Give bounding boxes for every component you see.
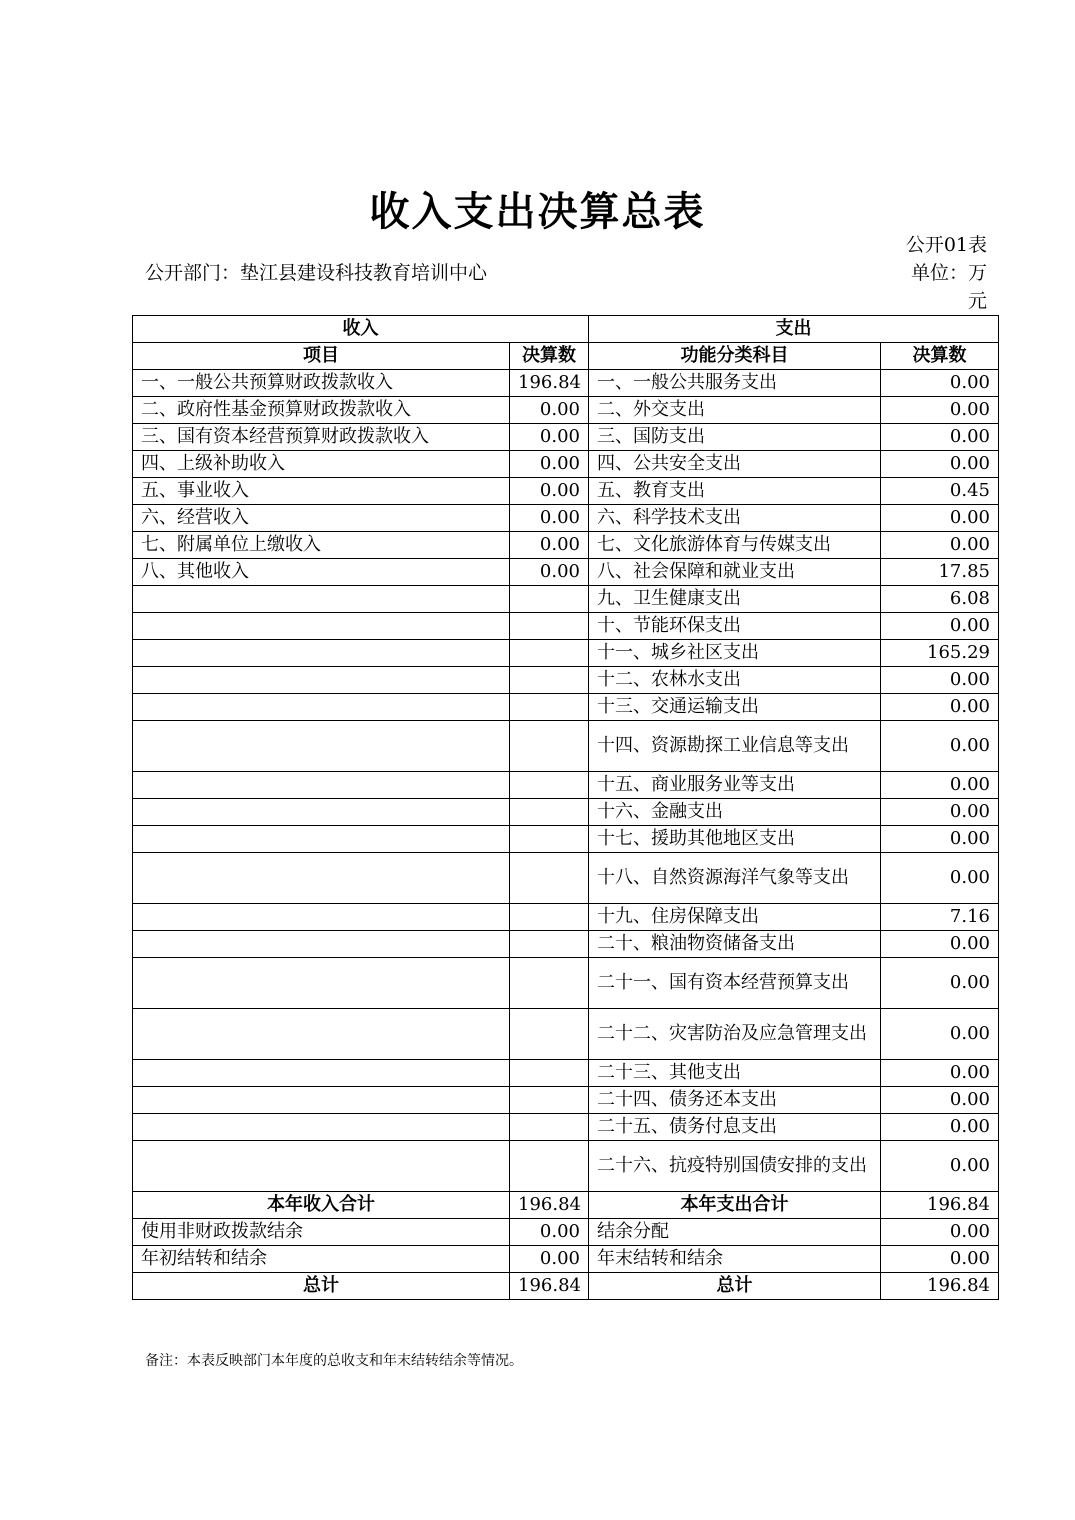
table-row: [133, 1141, 999, 1192]
income-item-cell: [133, 1009, 510, 1060]
income-amount-cell: 0.00: [510, 505, 589, 532]
unit-label: 单位：万元: [910, 262, 987, 312]
table-row: [133, 451, 999, 478]
expense-item-cell: 十五、商业服务业等支出: [589, 772, 881, 799]
expense-amount-cell: 0.00: [881, 958, 999, 1009]
income-item-cell: [133, 694, 510, 721]
grand-total-row: [133, 1273, 999, 1300]
income-amount-cell: [510, 904, 589, 931]
income-total-label: 本年收入合计: [133, 1192, 510, 1219]
income-amount-cell: 196.84: [510, 370, 589, 397]
expense-item-cell: 六、科学技术支出: [589, 505, 881, 532]
expense-item-cell: 十、节能环保支出: [589, 613, 881, 640]
ending-balance-value: 0.00: [881, 1246, 999, 1273]
col-func-header: 功能分类科目: [589, 343, 881, 370]
grand-expense-label: 总计: [589, 1273, 881, 1300]
income-item-cell: [133, 613, 510, 640]
income-item-cell: [133, 931, 510, 958]
table-row: [133, 694, 999, 721]
expense-item-cell: 十九、住房保障支出: [589, 904, 881, 931]
expense-item-cell: 四、公共安全支出: [589, 451, 881, 478]
income-total-value: 196.84: [510, 1192, 589, 1219]
expense-amount-cell: 0.00: [881, 397, 999, 424]
col-item-header: 项目: [133, 343, 510, 370]
beginning-balance-value: 0.00: [510, 1246, 589, 1273]
expense-item-cell: 七、文化旅游体育与传媒支出: [589, 532, 881, 559]
expense-item-cell: 十二、农林水支出: [589, 667, 881, 694]
surplus-distribution-label: 结余分配: [589, 1219, 881, 1246]
income-item-cell: 二、政府性基金预算财政拨款收入: [133, 397, 510, 424]
table-row: [133, 586, 999, 613]
expense-item-cell: 五、教育支出: [589, 478, 881, 505]
expense-amount-cell: 0.00: [881, 931, 999, 958]
table-row: [133, 772, 999, 799]
income-item-cell: [133, 904, 510, 931]
expense-item-cell: 十三、交通运输支出: [589, 694, 881, 721]
income-amount-cell: [510, 586, 589, 613]
expense-item-cell: 十一、城乡社区支出: [589, 640, 881, 667]
income-amount-cell: 0.00: [510, 424, 589, 451]
department-label: 公开部门：垫江县建设科技教育培训中心: [145, 262, 488, 284]
table-row: [133, 397, 999, 424]
income-amount-cell: [510, 772, 589, 799]
expense-amount-cell: 0.00: [881, 613, 999, 640]
table-row: [133, 478, 999, 505]
table-row: [133, 721, 999, 772]
income-item-cell: [133, 667, 510, 694]
income-amount-cell: [510, 613, 589, 640]
expense-amount-cell: 0.00: [881, 451, 999, 478]
col-expense-amount-header: 决算数: [881, 343, 999, 370]
expense-amount-cell: 7.16: [881, 904, 999, 931]
income-amount-cell: [510, 958, 589, 1009]
table-row: [133, 370, 999, 397]
table-row: [133, 1114, 999, 1141]
income-item-cell: [133, 772, 510, 799]
income-amount-cell: 0.00: [510, 559, 589, 586]
income-amount-cell: [510, 931, 589, 958]
expense-item-cell: 八、社会保障和就业支出: [589, 559, 881, 586]
income-amount-cell: [510, 694, 589, 721]
income-amount-cell: 0.00: [510, 397, 589, 424]
beginning-balance-label: 年初结转和结余: [133, 1246, 510, 1273]
non-fiscal-balance-label: 使用非财政拨款结余: [133, 1219, 510, 1246]
income-item-cell: 一、一般公共预算财政拨款收入: [133, 370, 510, 397]
expense-item-cell: 二十一、国有资本经营预算支出: [589, 958, 881, 1009]
income-amount-cell: [510, 1009, 589, 1060]
income-item-cell: [133, 1087, 510, 1114]
income-amount-cell: [510, 1114, 589, 1141]
table-row: [133, 1087, 999, 1114]
table-row: [133, 640, 999, 667]
expense-item-cell: 一、一般公共服务支出: [589, 370, 881, 397]
expense-item-cell: 二十四、债务还本支出: [589, 1087, 881, 1114]
income-item-cell: 八、其他收入: [133, 559, 510, 586]
expense-item-cell: 二、外交支出: [589, 397, 881, 424]
expense-total-label: 本年支出合计: [589, 1192, 881, 1219]
income-amount-cell: [510, 799, 589, 826]
income-item-cell: 五、事业收入: [133, 478, 510, 505]
table-row: [133, 613, 999, 640]
expense-item-cell: 三、国防支出: [589, 424, 881, 451]
income-item-cell: 四、上级补助收入: [133, 451, 510, 478]
expense-amount-cell: 0.45: [881, 478, 999, 505]
expense-amount-cell: 0.00: [881, 1141, 999, 1192]
expense-item-cell: 九、卫生健康支出: [589, 586, 881, 613]
income-item-cell: 七、附属单位上缴收入: [133, 532, 510, 559]
non-fiscal-balance-value: 0.00: [510, 1219, 589, 1246]
income-item-cell: [133, 958, 510, 1009]
income-amount-cell: [510, 1060, 589, 1087]
income-amount-cell: [510, 1141, 589, 1192]
income-amount-cell: [510, 721, 589, 772]
table-row: [133, 424, 999, 451]
income-item-cell: [133, 586, 510, 613]
grand-expense-value: 196.84: [881, 1273, 999, 1300]
income-item-cell: [133, 853, 510, 904]
expense-amount-cell: 0.00: [881, 799, 999, 826]
expense-amount-cell: 0.00: [881, 505, 999, 532]
income-item-cell: [133, 640, 510, 667]
expense-item-cell: 二十三、其他支出: [589, 1060, 881, 1087]
income-item-cell: [133, 1114, 510, 1141]
expense-amount-cell: 0.00: [881, 370, 999, 397]
income-item-cell: [133, 826, 510, 853]
income-amount-cell: [510, 826, 589, 853]
expense-amount-cell: 0.00: [881, 694, 999, 721]
col-income-amount-header: 决算数: [510, 343, 589, 370]
income-amount-cell: [510, 1087, 589, 1114]
footnote: 备注：本表反映部门本年度的总收支和年末结转结余等情况。: [145, 1353, 523, 1369]
expense-amount-cell: 6.08: [881, 586, 999, 613]
surplus-distribution-value: 0.00: [881, 1219, 999, 1246]
table-row: [133, 532, 999, 559]
expense-amount-cell: 0.00: [881, 772, 999, 799]
income-group-header: 收入: [133, 316, 589, 343]
income-item-cell: 六、经营收入: [133, 505, 510, 532]
expense-item-cell: 十七、援助其他地区支出: [589, 826, 881, 853]
expense-item-cell: 二十二、灾害防治及应急管理支出: [589, 1009, 881, 1060]
expense-item-cell: 十六、金融支出: [589, 799, 881, 826]
table-row: [133, 931, 999, 958]
table-row: [133, 826, 999, 853]
page-title: 收入支出决算总表: [369, 189, 706, 235]
income-item-cell: 三、国有资本经营预算财政拨款收入: [133, 424, 510, 451]
income-item-cell: [133, 1141, 510, 1192]
expense-amount-cell: 0.00: [881, 424, 999, 451]
expense-amount-cell: 0.00: [881, 853, 999, 904]
table-row: [133, 799, 999, 826]
income-amount-cell: [510, 640, 589, 667]
table-row: [133, 505, 999, 532]
expense-amount-cell: 0.00: [881, 1114, 999, 1141]
grand-income-value: 196.84: [510, 1273, 589, 1300]
table-row: [133, 559, 999, 586]
expense-item-cell: 二十、粮油物资储备支出: [589, 931, 881, 958]
expense-total-value: 196.84: [881, 1192, 999, 1219]
income-item-cell: [133, 721, 510, 772]
table-row: [133, 958, 999, 1009]
income-amount-cell: 0.00: [510, 532, 589, 559]
table-row: [133, 853, 999, 904]
expense-amount-cell: 17.85: [881, 559, 999, 586]
expense-group-header: 支出: [589, 316, 999, 343]
expense-amount-cell: 0.00: [881, 721, 999, 772]
expense-amount-cell: 165.29: [881, 640, 999, 667]
income-amount-cell: [510, 667, 589, 694]
expense-amount-cell: 0.00: [881, 1060, 999, 1087]
expense-item-cell: 二十五、债务付息支出: [589, 1114, 881, 1141]
income-amount-cell: 0.00: [510, 478, 589, 505]
form-number: 公开01表: [905, 234, 987, 256]
expense-item-cell: 十八、自然资源海洋气象等支出: [589, 853, 881, 904]
income-item-cell: [133, 799, 510, 826]
expense-amount-cell: 0.00: [881, 826, 999, 853]
expense-amount-cell: 0.00: [881, 1009, 999, 1060]
expense-amount-cell: 0.00: [881, 667, 999, 694]
income-amount-cell: 0.00: [510, 451, 589, 478]
expense-item-cell: 十四、资源勘探工业信息等支出: [589, 721, 881, 772]
income-item-cell: [133, 1060, 510, 1087]
table-row: [133, 1219, 999, 1246]
income-expense-table: [132, 315, 999, 1300]
total-row: [133, 1192, 999, 1219]
expense-amount-cell: 0.00: [881, 532, 999, 559]
expense-item-cell: 二十六、抗疫特别国债安排的支出: [589, 1141, 881, 1192]
table-row: [133, 667, 999, 694]
grand-income-label: 总计: [133, 1273, 510, 1300]
table-row: [133, 1009, 999, 1060]
income-amount-cell: [510, 853, 589, 904]
ending-balance-label: 年末结转和结余: [589, 1246, 881, 1273]
table-row: [133, 904, 999, 931]
expense-amount-cell: 0.00: [881, 1087, 999, 1114]
table-row: [133, 1060, 999, 1087]
table-row: [133, 1246, 999, 1273]
